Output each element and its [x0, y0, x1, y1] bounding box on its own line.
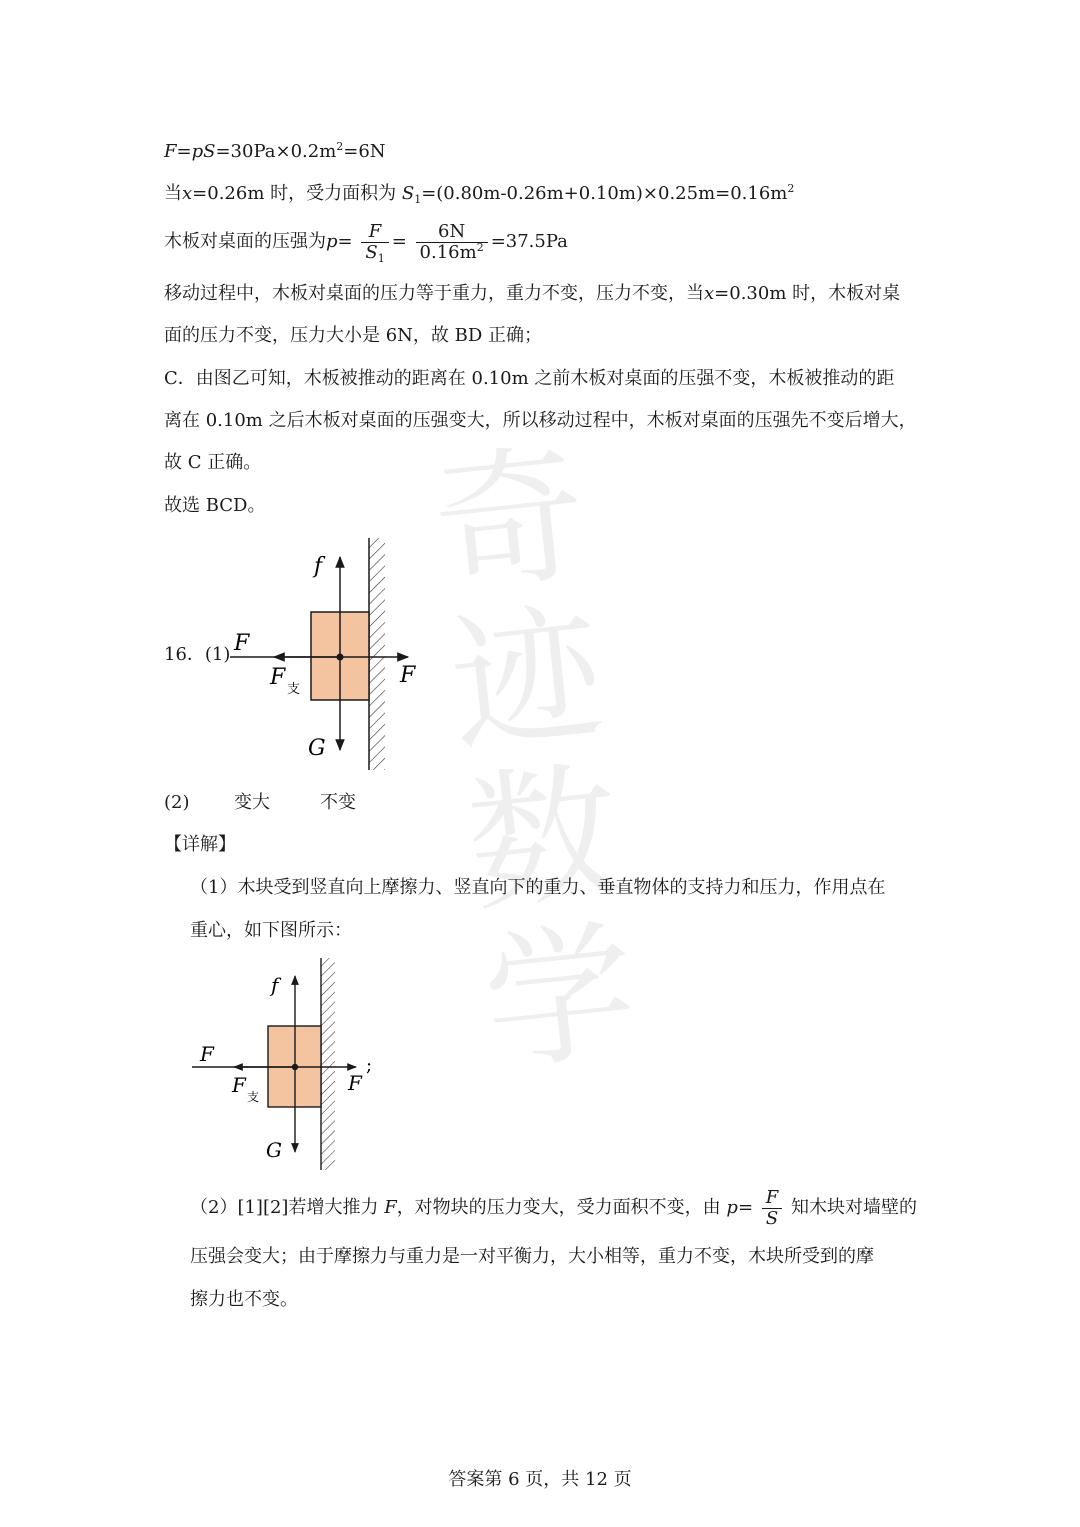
text-line-5: 面的压力不变，压力大小是 6N，故 BD 正确； [164, 325, 543, 346]
text-line-9: 故选 BCD。 [164, 495, 266, 516]
formula-area: 当x=0.26m 时，受力面积为 $S_1=(0.80m-0.26m+0.10m)\times 0.25m=0.16m^2$ [164, 182, 795, 206]
answer-2-blank-2: 不变 [320, 792, 356, 813]
detail-line-1: （1）木块受到竖直向上摩擦力、竖直向下的重力、垂直物体的支持力和压力，作用点在 [190, 877, 886, 898]
label-f: f [271, 973, 279, 997]
answer-2-blank-1: 变大 [234, 792, 270, 813]
detail-heading: 【详解】 [164, 834, 236, 855]
label-F-push: F [234, 631, 250, 656]
formula-force: $F=pS=30Pa\times 0.2m^2=6N$ [164, 140, 386, 162]
fraction-f-over-s: $\frac{F}{S}$ [762, 1188, 783, 1229]
detail-line-5: 擦力也不变。 [190, 1289, 298, 1310]
label-F-support: F [232, 1073, 246, 1097]
text-line-6: C．由图乙可知，木板被推动的距离在 0.10m 之前木板对桌面的压强不变，木板被推动的距 [164, 368, 895, 389]
fraction-f-over-s1: $\frac{F}{S_1}$ [361, 222, 388, 263]
label-zhi: 支 [247, 1090, 260, 1104]
answer-2-label: (2) [164, 792, 190, 813]
question-16-label: 16．(1) [164, 644, 231, 665]
label-F-pressure: F [400, 663, 416, 688]
detail-line-3: （2）[1][2]若增大推力 F，对物块的压力变大，受力面积不变，由 p= $\frac{F}{S}$ 知木块对墙壁的 [190, 1186, 918, 1229]
label-G: G [308, 736, 326, 761]
label-zhi: 支 [287, 682, 301, 697]
page-footer: 答案第 6 页，共 12 页 [448, 1469, 632, 1490]
semicolon: ; [366, 1055, 373, 1076]
center-of-gravity [292, 1064, 298, 1070]
label-F-push: F [200, 1042, 214, 1066]
label-G: G [266, 1138, 282, 1162]
detail-line-4: 压强会变大；由于摩擦力与重力是一对平衡力，大小相等，重力不变，木块所受到的摩 [190, 1246, 874, 1267]
watermark: 奇迹数学 [426, 426, 644, 1094]
wall-hatching [321, 958, 335, 1170]
label-F-pressure: F [348, 1071, 362, 1095]
text-line-4: 移动过程中，木板对桌面的压力等于重力，重力不变，压力不变，当x=0.30m 时，木板对桌 [164, 283, 901, 304]
text-line-7: 离在 0.10m 之后木板对桌面的压强变大，所以移动过程中，木板对桌面的压强先不变后增大， [164, 410, 917, 431]
label-f: f [314, 554, 323, 579]
text-line-8: 故 C 正确。 [164, 452, 262, 473]
fraction-6n-over-area: $\frac{6N}{0.16m^2}$ [416, 222, 488, 263]
detail-line-2: 重心，如下图所示： [190, 920, 352, 941]
label-F-support: F [270, 665, 286, 690]
formula-pressure: 木板对桌面的压强为p= $\frac{F}{S_1}$ = $\frac{6N}{0.16m^2}$ =37.5Pa [164, 220, 568, 265]
